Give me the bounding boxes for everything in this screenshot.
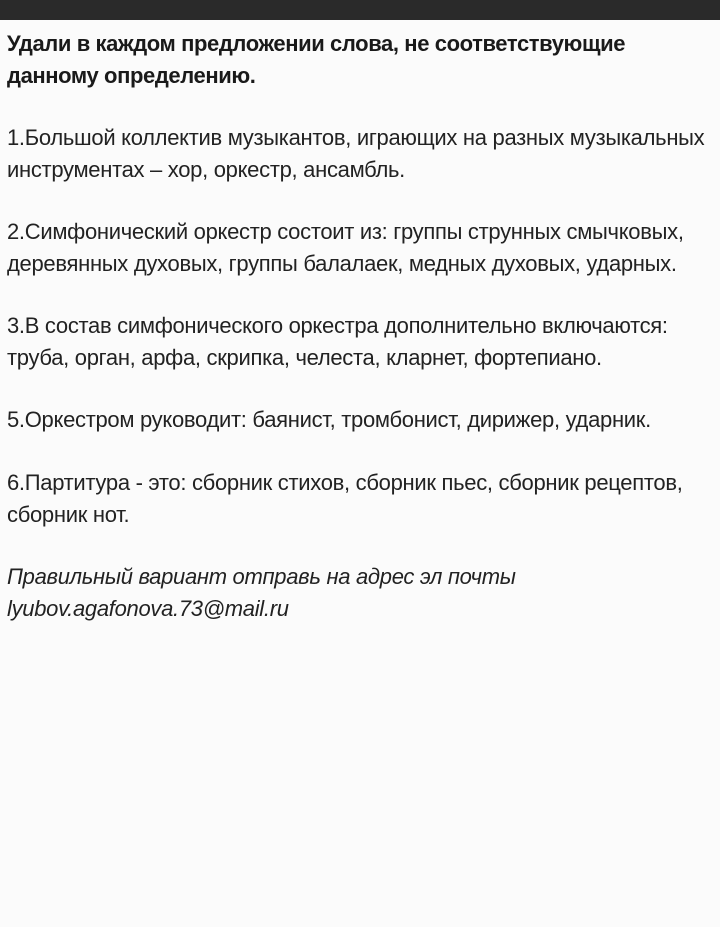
question-item: 6.Партитура - это: сборник стихов, сборник пьес, сборник рецептов, сборник нот. xyxy=(7,470,683,527)
submission-note xyxy=(7,561,707,625)
email-address: lyubov.agafonova.73@mail.ru xyxy=(7,596,289,621)
question-item: 2.Симфонический оркестр состоит из: группы струнных смычковых, деревянных духовых, группы балалаек, медных духовых, ударных. xyxy=(7,219,684,276)
status-bar xyxy=(0,0,720,20)
question-item: 5.Оркестром руководит: баянист, тромбонист, дирижер, ударник. xyxy=(7,407,651,432)
document-body xyxy=(7,28,707,625)
question-item: 3.В состав симфонического оркестра дополнительно включаются: труба, орган, арфа, скрипка, челеста, кларнет, фортепиано. xyxy=(7,313,668,370)
question-item: 1.Большой коллектив музыкантов, играющих на разных музыкальных инструментах – хор, оркестр, ансамбль. xyxy=(7,125,705,182)
task-heading: Удали в каждом предложении слова, не соответствующие данному определению. xyxy=(7,31,626,88)
question-list xyxy=(7,122,707,531)
submission-instruction: Правильный вариант отправь на адрес эл почты xyxy=(7,564,516,589)
